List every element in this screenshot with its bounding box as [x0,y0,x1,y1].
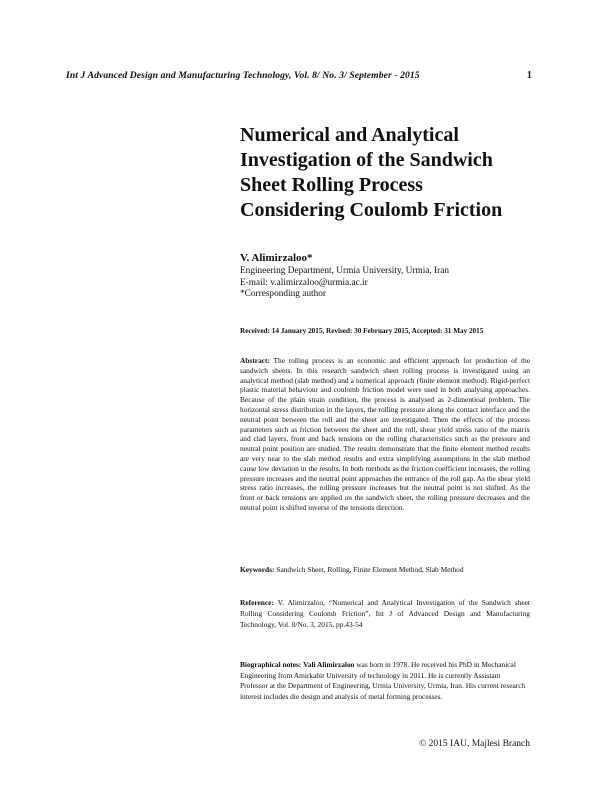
journal-header [66,70,532,81]
author-affiliation [240,266,540,301]
journal-citation: Int J Advanced Design and Manufacturing Technology, Vol. 8/ No. 3/ September - 2015 [66,70,420,81]
keywords-text: Sandwich Sheet, Rolling, Finite Element Method, Slab Method [274,565,464,574]
author-name: V. Alimirzaloo* [240,252,313,264]
keywords [240,565,540,575]
page-number: 1 [526,70,532,81]
biographical-notes [240,660,530,702]
author-email: E-mail: v.alimirzaloo@urmia.ac.ir [240,277,368,288]
bio-text: was born in 1978. He received his PhD in Mechanical Engineering from Amirkabir University of technology in 2011. He is currently Assistant Professor at the Department of Engineering, Urmia University, Urmia, Iran. His current research interest includes die design and analysis of metal forming processes. [240,660,526,701]
paper-title [240,123,540,223]
title-line: Investigation of the Sandwich [240,149,493,171]
received-dates: Received: 14 January 2015, Revised: 30 February 2015, Accepted: 31 May 2015 [240,327,484,335]
abstract [240,356,530,513]
abstract-label: Abstract: [240,356,270,365]
author-department: Engineering Department, Urmia University, Urmia, Iran [240,266,450,276]
title-line: Considering Coulomb Friction [240,199,503,221]
reference-label: Reference: [240,598,274,607]
bio-label: Biographical notes: Vali Alimirzaloo [240,660,355,669]
reference-text: V. Alimirzaloo, “Numerical and Analytical Investigation of the Sandwich sheet Rolling Considering Coulomb Friction”, Int J of Advanced Design and Manufacturing Technology, Vol. 8/No. 3, 2015, pp.43-54 [240,598,530,629]
abstract-text: The rolling process is an economic and efficient approach for production of the sandwich sheets. In this research sandwich sheet rolling process is investigated using an analytical method (slab method) and a numerical approach (finite element method). Rigid-perfect plastic material behaviour and coulomb friction model were used in both analysing approaches. Because of the plain strain condition, the process is analysed as 2-dimentioal problem. The horizontal stress distribution in the layers, the rolling pressure along the contact interface and the neutral point between the roll and the sheet are investigated. Then the effects of the process parameters such as friction between the sheet and the roll, shear yield stress ratio of the matrix and clad layers, front and back tensions on the rolling characteristics such as the pressure and neutral point position are studied. The results demonstrate that the finite element method results are very near to the slab method results and extra simplifying assumptions in the slab method cause low deviation in the results. In both methods as the friction coefficient increases, the rolling pressure increases and the neutral point approaches the entrance of the roll gap. As the shear yield stress ratio increases, the rolling pressure increases but the neutral point is not shifted. As the front or back tensions are applied on the sandwich sheet, the rolling pressure decreases and the neutral point is shifted inverse of the tensions direction. [240,356,530,512]
keywords-label: Keywords: [240,565,275,574]
reference [240,597,530,630]
title-line: Sheet Rolling Process [240,174,423,196]
copyright: © 2015 IAU, Majlesi Branch [419,739,530,749]
corresponding-note: *Corresponding author [240,289,326,299]
title-line: Numerical and Analytical [240,124,459,146]
